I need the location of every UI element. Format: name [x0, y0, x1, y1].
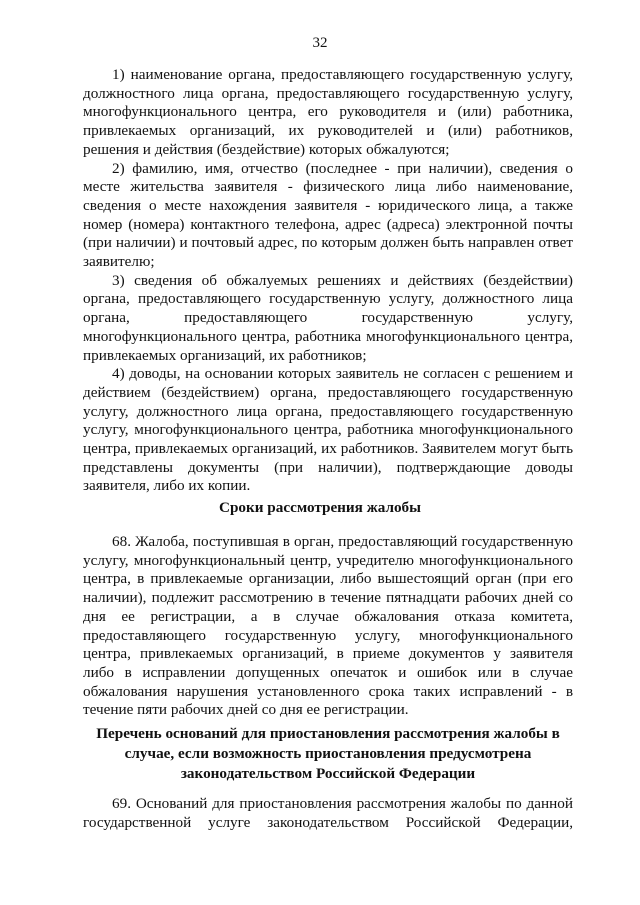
- text-line: (при наличии) и почтовый адрес, по которым должен быть направлен ответ: [83, 234, 573, 252]
- text-line: обжалования нарушения установленного срока таких исправлений - в: [83, 682, 573, 700]
- text-line: течение пяти рабочих дней со дня ее регистрации.: [83, 701, 409, 719]
- text-line: 1) наименование органа, предоставляющего государственную услугу,: [112, 66, 573, 83]
- text-line: органа, предоставляющего государственную услугу, должностного лица: [83, 290, 573, 308]
- text-line: 2) фамилию, имя, отчество (последнее - при наличии), сведения о: [112, 159, 573, 177]
- text-line: услугу, многофункционального центра, работника многофункционального: [83, 421, 573, 439]
- text-line: решения и действия (бездействие) которых обжалуются;: [83, 140, 450, 158]
- text-line: 69. Оснований для приостановления рассмотрения жалобы по данной: [112, 795, 573, 812]
- heading-line: Перечень оснований для приостановления рассмотрения жалобы в: [96, 725, 560, 742]
- heading-line: законодательством Российской Федерации: [180, 765, 476, 782]
- text-line: органа, предоставляющего государственную услугу,: [83, 309, 573, 327]
- text-line: 68. Жалоба, поступившая в орган, предоставляющий государственную: [112, 533, 573, 550]
- section-heading-suspension-grounds: [83, 724, 573, 784]
- text-line: должностного лица органа, предоставляющего государственную услугу,: [83, 84, 573, 102]
- text-line: услугу, должностного лица органа, предоставляющего государственную: [83, 402, 573, 420]
- text-line: привлекаемых организаций, их работников;: [83, 346, 367, 364]
- text-line: услугу, многофункциональный центр, учредителю многофункционального: [83, 551, 573, 569]
- text-line: месте жительства заявителя - физического лица либо наименование,: [83, 178, 573, 196]
- text-line: действием (бездействием) органа, предоставляющего государственную: [83, 383, 573, 401]
- text-line: центра, привлекаемых организаций, в приеме документов у заявителя: [83, 645, 573, 663]
- list-item-2: [83, 160, 573, 272]
- text-line: 4) доводы, на основании которых заявитель не согласен с решением и: [112, 365, 573, 383]
- page-number: 32: [312, 35, 328, 51]
- text-line: предоставляющего государственную услугу, многофункционального: [83, 626, 573, 644]
- text-line: заявителю;: [83, 253, 155, 271]
- text-line: центра, в привлекаемые организации, либо вышестоящий орган (при его: [83, 570, 573, 588]
- list-item-3: [83, 272, 573, 366]
- text-line: многофункционального центра, его руководителя и (или) работника,: [83, 103, 573, 121]
- text-line: наличии), подлежит рассмотрению в течение пятнадцати рабочих дней со: [83, 589, 573, 607]
- text-line: представлены документы (при наличии), подтверждающие доводы: [83, 458, 573, 476]
- list-item-4: [83, 365, 573, 496]
- complaint-requirements-list: [83, 66, 573, 496]
- text-line: государственной услуге законодательством Российской Федерации,: [83, 813, 573, 831]
- text-line: номер (номера) контактного телефона, адрес (адреса) электронной почты: [83, 215, 573, 233]
- text-line: дня ее регистрации, а в случае обжалования отказа комитета,: [83, 607, 573, 625]
- list-item-1: [83, 66, 573, 160]
- text-line: заявителя, либо их копии.: [83, 477, 251, 495]
- text-line: либо в исправлении допущенных опечаток и ошибок или в случае: [83, 663, 573, 681]
- text-line: сведения о месте нахождения заявителя - юридического лица, а также: [83, 196, 573, 214]
- heading-line: случае, если возможность приостановления предусмотрена: [124, 745, 532, 762]
- text-line: центра, привлекаемых организаций, их работников. Заявителем могут быть: [83, 440, 573, 458]
- paragraph-68: [83, 533, 573, 720]
- section-heading-review-terms: Сроки рассмотрения жалобы: [218, 499, 422, 516]
- text-line: привлекаемых организаций, их руководителей и (или) работников,: [83, 122, 573, 140]
- text-line: многофункционального центра, работника многофункционального центра,: [83, 327, 573, 345]
- text-line: 3) сведения об обжалуемых решениях и действиях (бездействии): [112, 271, 573, 289]
- paragraph-69: [83, 795, 573, 832]
